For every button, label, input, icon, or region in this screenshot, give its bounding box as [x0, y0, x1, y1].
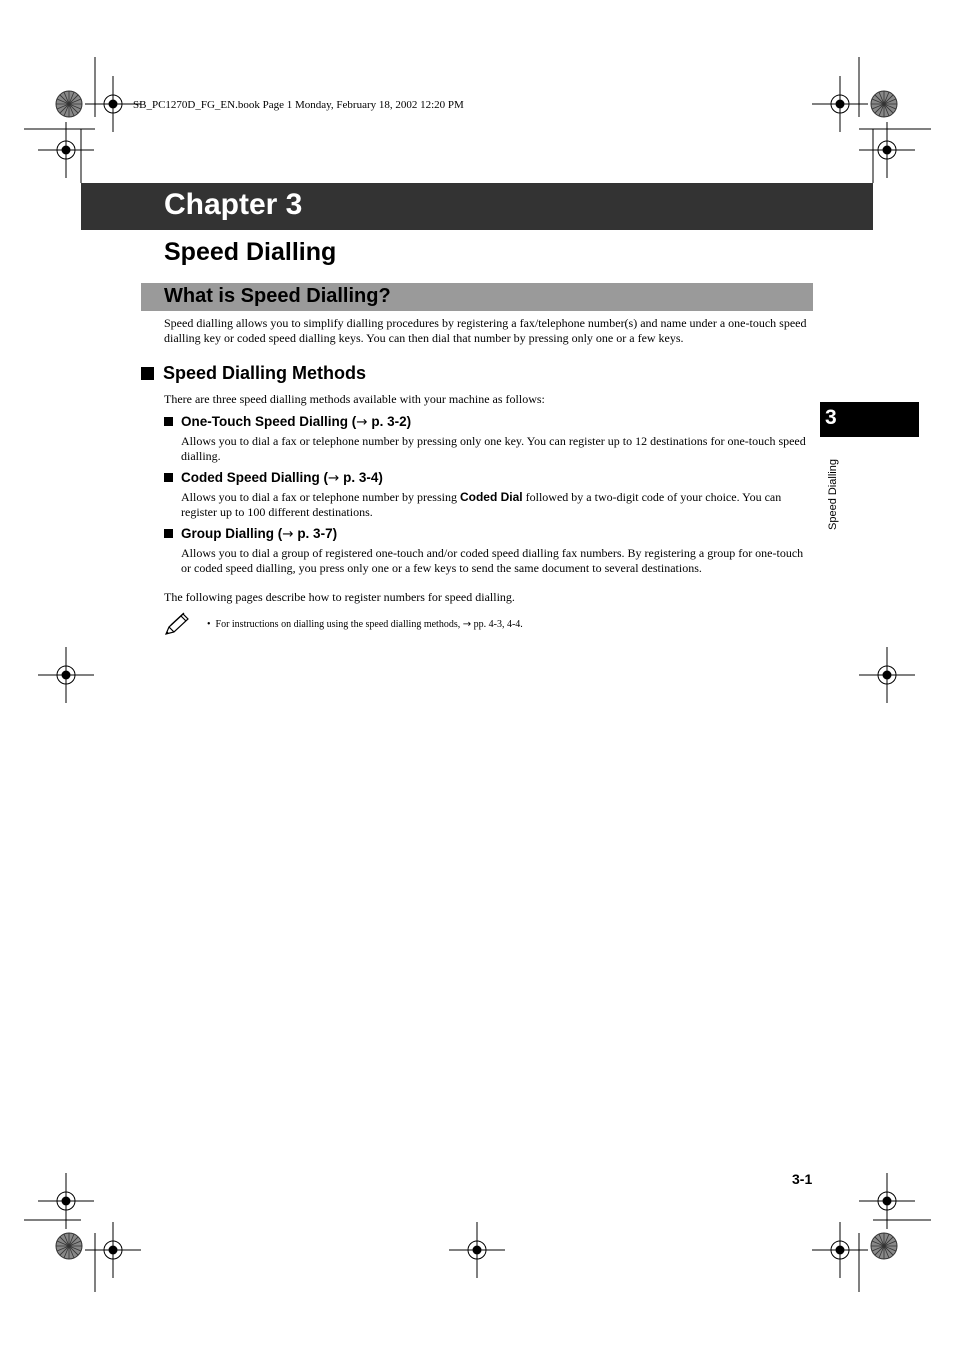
note-text [207, 619, 523, 630]
following-paragraph: The following pages describe how to register numbers for speed dialling. [164, 590, 515, 604]
description-text: followed by a two-digit code of your choice. You can register up to 100 different destinations. [181, 490, 782, 519]
method-heading-group [164, 526, 337, 542]
file-slug: SB_PC1270D_FG_EN.book Page 1 Monday, February 18, 2002 12:20 PM [133, 99, 464, 111]
methods-heading [141, 363, 366, 384]
method-title-prefix: Coded Speed Dialling ( [181, 470, 329, 485]
square-bullet-icon [141, 367, 154, 380]
arrow-icon: → [328, 470, 340, 486]
method-heading-one-touch [164, 414, 411, 430]
arrow-icon: → [462, 619, 472, 630]
subsection-title: What is Speed Dialling? [164, 285, 391, 307]
square-bullet-icon [164, 473, 173, 482]
chapter-title: Chapter 3 [164, 188, 303, 221]
chapter-tab-number: 3 [825, 406, 837, 429]
method-heading-coded [164, 470, 383, 486]
intro-paragraph: Speed dialling allows you to simplify dialling procedures by registering a fax/telephone number(s) and name under a one-touch speed dialling key or coded speed dialling keys. You can then dial that number by pressing only one or a few keys. [164, 316, 807, 345]
page-number: 3-1 [792, 1171, 813, 1187]
description-text: Allows you to dial a fax or telephone number by pressing [181, 490, 460, 504]
square-bullet-icon [164, 529, 173, 538]
method-title-suffix: p. 3-7) [293, 526, 338, 541]
square-bullet-icon [164, 417, 173, 426]
pencil-note-icon [163, 612, 191, 638]
note-bullet: • [207, 619, 211, 630]
arrow-icon: → [356, 414, 368, 430]
arrow-icon: → [282, 526, 294, 542]
note-text-before: For instructions on dialling using the speed dialling methods, [215, 619, 463, 630]
method-title-prefix: One-Touch Speed Dialling ( [181, 414, 357, 429]
method-title-suffix: p. 3-2) [367, 414, 412, 429]
method-title-prefix: Group Dialling ( [181, 526, 283, 541]
note-text-after: pp. 4-3, 4-4. [471, 619, 523, 630]
chapter-tab-label: Speed Dialling [827, 459, 839, 530]
method-description-one-touch: Allows you to dial a fax or telephone number by pressing only one key. You can register up to 12 destinations for one-touch speed dialling. [181, 434, 806, 463]
method-description-group: Allows you to dial a group of registered one-touch and/or coded speed dialling fax numbers. By registering a group for one-touch or coded speed dialling, you press only one or a few keys to send the same document to several destinations. [181, 546, 804, 575]
methods-intro: There are three speed dialling methods available with your machine as follows: [164, 392, 545, 406]
method-title-suffix: p. 3-4) [339, 470, 383, 485]
section-title: Speed Dialling [164, 238, 337, 266]
coded-dial-key-label: Coded Dial [459, 490, 523, 504]
methods-heading-text: Speed Dialling Methods [163, 363, 367, 383]
method-description-coded [181, 490, 815, 520]
